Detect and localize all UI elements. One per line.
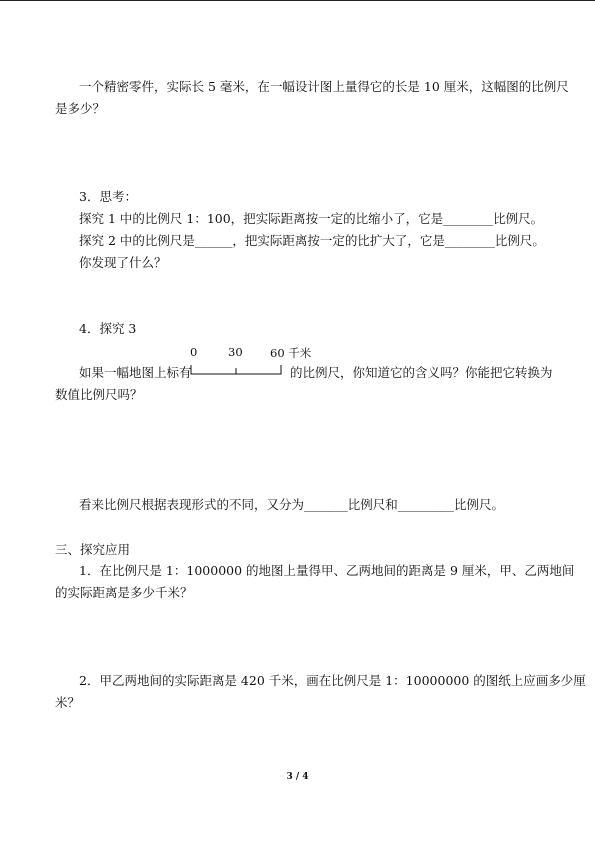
scale-label-30: 30 [228, 345, 243, 359]
line-scale-figure [190, 345, 312, 381]
q2-line-1: 2．甲乙两地间的实际距离是 420 千米，画在比例尺是 1：10000000 的图纸上应画多少厘 [79, 673, 586, 688]
q2-line-2: 米？ [55, 695, 81, 710]
section3-line-2: 探究 2 中的比例尺是______，把实际距离按一定的比扩大了，它是________比例尺。 [79, 233, 545, 248]
section4-heading: 4．探究 3 [79, 321, 137, 336]
top-rule [0, 0, 595, 1]
section4-line-2: 数值比例尺吗？ [55, 387, 143, 402]
scale-bar [190, 363, 290, 377]
section3-line-3: 你发现了什么？ [79, 255, 167, 270]
section3-line-1: 探究 1 中的比例尺 1：100，把实际距离按一定的比缩小了，它是________比例尺。 [79, 211, 544, 226]
scale-label-0: 0 [190, 345, 198, 359]
intro-line-2: 是多少？ [55, 101, 106, 116]
q1-line-1: 1．在比例尺是 1：1000000 的地图上量得甲、乙两地间的距离是 9 厘米，甲、乙两地间 [79, 563, 575, 578]
scale-label-60: 60 千米 [270, 346, 312, 360]
part3-heading: 三、探究应用 [55, 542, 131, 557]
page-number: 3 / 4 [286, 772, 309, 782]
section4-conclusion: 看来比例尺根据表现形式的不同，又分为_______比例尺和_________比例尺。 [79, 497, 505, 512]
section4-line-1-before: 如果一幅地图上标有 [79, 365, 192, 380]
section4-line-1-after: 的比例尺，你知道它的含义吗？你能把它转换为 [290, 365, 553, 380]
q1-line-2: 的实际距离是多少千米？ [55, 585, 193, 600]
intro-line-1: 一个精密零件，实际长 5 毫米，在一幅设计图上量得它的长是 10 厘米，这幅图的比例尺 [79, 79, 569, 94]
section3-heading: 3．思考： [79, 189, 137, 204]
